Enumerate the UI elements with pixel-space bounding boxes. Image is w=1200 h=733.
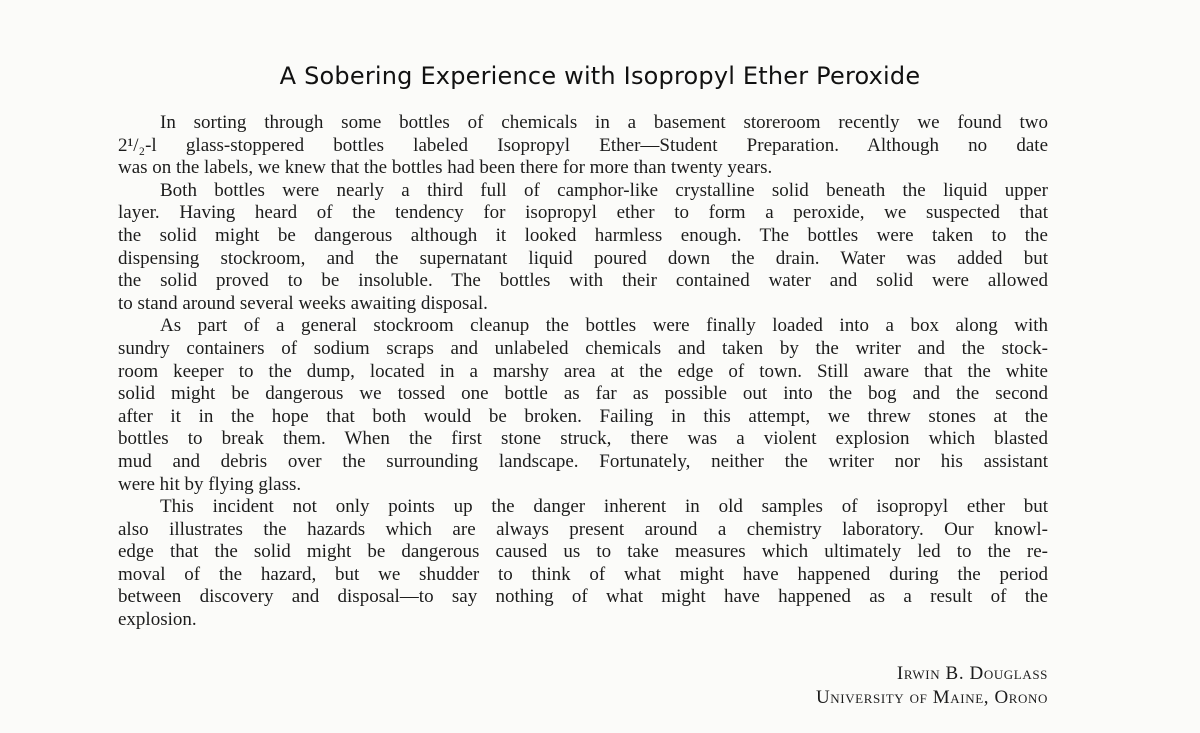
- text-line: was on the labels, we knew that the bottles had been there for more than twenty years.: [118, 157, 773, 179]
- text-line: edge that the solid might be dangerous caused us to take measures which ultimately led to the re-: [118, 541, 1048, 563]
- paragraph-1: [118, 112, 1048, 180]
- text-line: sundry containers of sodium scraps and unlabeled chemicals and taken by the writer and the stock-: [118, 337, 1048, 359]
- text-line: solid might be dangerous we tossed one bottle as far as possible out into the bog and the second: [118, 383, 1048, 405]
- article-title: A Sobering Experience with Isopropyl Ether Peroxide: [279, 62, 921, 90]
- text-line: room keeper to the dump, located in a marshy area at the edge of town. Still aware that the white: [118, 360, 1048, 382]
- author-signature: [816, 662, 1048, 710]
- text-line: also illustrates the hazards which are always present around a chemistry laboratory. Our knowl-: [118, 518, 1048, 540]
- text-line: As part of a general stockroom cleanup the bottles were finally loaded into a box along with: [160, 315, 1048, 337]
- text-line: layer. Having heard of the tendency for isopropyl ether to form a peroxide, we suspected that: [118, 202, 1048, 224]
- text-line: 2¹/₂-l glass-stoppered bottles labeled Isopropyl Ether—Student Preparation. Although no date: [118, 134, 1048, 156]
- text-line: to stand around several weeks awaiting disposal.: [118, 292, 488, 314]
- paragraph-4: [118, 496, 1048, 632]
- text-line: the solid proved to be insoluble. The bottles with their contained water and solid were allowed: [118, 270, 1048, 292]
- text-line: dispensing stockroom, and the supernatant liquid poured down the drain. Water was added but: [118, 247, 1048, 269]
- text-line: after it in the hope that both would be broken. Failing in this attempt, we threw stones at the: [118, 405, 1048, 427]
- text-line: explosion.: [118, 609, 197, 631]
- text-line: bottles to break them. When the first stone struck, there was a violent explosion which blasted: [118, 428, 1048, 450]
- text-line: In sorting through some bottles of chemicals in a basement storeroom recently we found two: [160, 112, 1048, 133]
- text-line: mud and debris over the surrounding landscape. Fortunately, neither the writer nor his assistant: [118, 450, 1048, 472]
- text-line: moval of the hazard, but we shudder to think of what might have happened during the period: [118, 563, 1048, 585]
- paragraph-2: [118, 180, 1048, 316]
- text-line: were hit by flying glass.: [118, 473, 302, 495]
- text-line: the solid might be dangerous although it looked harmless enough. The bottles were taken to the: [118, 224, 1048, 246]
- author-affiliation: University of Maine, Orono: [815, 687, 1048, 708]
- author-name: Irwin B. Douglass: [896, 663, 1048, 684]
- text-line: Both bottles were nearly a third full of camphor-like crystalline solid beneath the liquid upper: [160, 179, 1048, 201]
- paragraph-3: [118, 315, 1048, 496]
- text-line: This incident not only points up the danger inherent in old samples of isopropyl ether but: [160, 496, 1048, 518]
- text-line: between discovery and disposal—to say nothing of what might have happened as a result of the: [118, 586, 1048, 608]
- article-body: [118, 112, 1048, 632]
